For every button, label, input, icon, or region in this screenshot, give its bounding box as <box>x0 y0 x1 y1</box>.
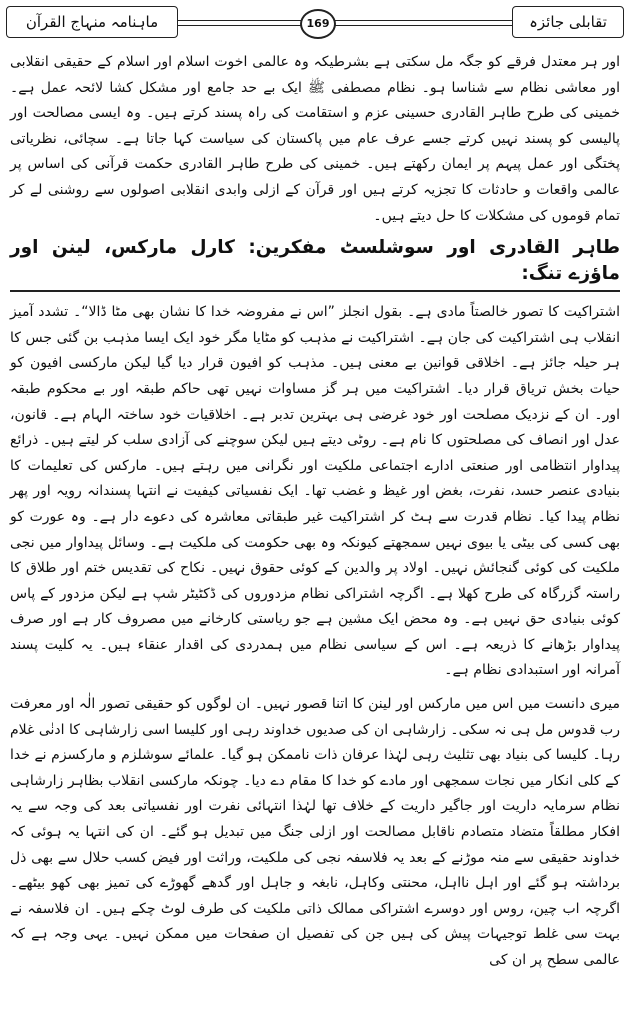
article-body <box>10 50 620 974</box>
page-header <box>6 6 624 40</box>
magazine-title: ماہنامہ منہاج القرآن <box>6 6 178 38</box>
paragraph-2: اشتراکیت کا تصور خالصتاً مادی ہے۔ بقول انجلز ”اس نے مفروضہ خدا کا نشان بھی مٹا ڈالا“۔ تشدد آمیز انقلاب ہی اشتراکیت کی جان ہے۔ اشتراکیت نے مذہب کو مٹایا مگر خود ایک ایسا مذہب بن گئی جس کا ہر حیلہ جائز ہے۔ اخلاقی قوانین بے معنی ہیں۔ مذہب کو افیون قرار دیا گیا لیکن مارکسی افیون کو حیات بخش تریاق قرار دیا۔ اشتراکیت میں ہر گز مساوات نہیں تھی حاکم طبقہ اور بے محکوم طبقہ اور۔ ان کے نزدیک مصلحت اور خود غرضی ہی بہترین تدبر ہے۔ اخلاقیات خود ساختہ الہام ہے۔ قانون، عدل اور انصاف کی مصلحتوں کا نام ہے۔ روٹی دیتے ہیں لیکن سوچنے کی آزادی سلب کر لیتے ہیں۔ ذرائع پیداوار انتظامی اور صنعتی ادارے اجتماعی ملکیت اور نگرانی میں رہتے ہیں۔ مارکس کی تعلیمات کا بنیادی عنصر حسد، نفرت، بغض اور غیظ و غضب تھا۔ ایک نفسیاتی کیفیت نے انتہا پسندانہ رویہ اور پھر نظام پیدا کیا۔ نظام قدرت سے ہٹ کر اشتراکیت غیر طبقاتی معاشرہ کی دعوے دار ہے۔ وہ عورت کو بھی کسی کی بیٹی یا بیوی نہیں سمجھتے کیونکہ وہ بھی حکومت کی ملکیت ہے۔ وسائل پیداوار میں نجی ملکیت کی کوئی گنجائش نہیں۔ اولاد پر والدین کے کوئی حقوق نہیں۔ نکاح کی تقدیس ختم اور طلاق کا راستہ گزرگاہ کی طرح کھلا ہے۔ اگرچہ اشتراکی نظام مزدوروں کی ڈکٹیٹر شپ ہے لیکن مزدور کے پاس کوئی بنیادی حق نہیں ہے۔ وہ محض ایک مشین ہے جو ریاستی کارخانے میں مصروف کار ہے اور صرف پیداوار بڑھانے کا ذریعہ ہے۔ اس کے سیاسی نظام میں ہمدردی کی اقدار عنقاء ہیں۔ یہ کلیت پسند آمرانہ اور استبدادی نظام ہے۔ <box>10 304 620 679</box>
paragraph-3: میری دانست میں اس میں مارکس اور لینن کا اتنا قصور نہیں۔ ان لوگوں کو حقیقی تصور الٰہ اور معرفت رب قدوس مل ہی نہ سکی۔ زارشاہی ان کی صدیوں خداوند رہی اور کلیسا اسی زارشاہی کا ادنٰی غلام رہا۔ کلیسا کی بنیاد بھی تثلیث رہی لہٰذا عرفان ذات ناممکن ہو گیا۔ علمائے سوشلزم و مارکسزم نے خدا کے کلی انکار میں نجات سمجھی اور مادے کو خدا کا مقام دے دیا۔ چونکہ مارکسی انقلاب بظاہر زارشاہی نظام سرمایہ داریت اور جاگیر داریت کے خلاف تھا لہٰذا انتہائی نفرت اور نفسیاتی بعد کی وجہ سے یہ افکار مطلقاً متضاد متصادم ناقابل مصالحت اور ازلی جنگ میں تبدیل ہو گئے۔ ان کی انتہا یہ ہوئی کہ خداوند حقیقی سے منہ موڑنے کے بعد یہ فلاسفہ نجی کی ملکیت، وراثت اور فیض کسب حلال سے بھی ذل برداشتہ ہو گئے اور اہل نااہل، محنتی وکاہل، نابغہ و جاہل اور گدھے گھوڑے کی تمیز بھی کھو بیٹھے۔ اگرچہ اب چین، روس اور دوسرے اشتراکی ممالک ذاتی ملکیت کی طرف لوٹ چکے ہیں۔ ان فلاسفہ نے بہت سی غلط توجیہات پیش کی ہیں جن کی تفصیل ان صفحات میں ممکن نہیں۔ یہی وجہ ہے کہ عالمی سطح پر ان کی <box>10 696 620 968</box>
paragraph-1: اور ہر معتدل فرقے کو جگہ مل سکتی ہے بشرطیکہ وہ عالمی اخوت اسلام اور اسلام کے حقیقی انقلابی اور معاشی نظام سے شناسا ہو۔ نظام مصطفی ﷺ ایک بے حد جامع اور مشکل کشا لائحہ عمل ہے۔ خمینی کی طرح طاہر القادری حسینی عزم و استقامت کی راہ پسند کرتے ہیں۔ وہ ایسی مصالحت اور پالیسی کو پسند نہیں کرتے جسے عرف عام میں پاکستان کی سیاست کہا جاتا ہے۔ سچائی، نظریاتی پختگی اور عمل پیہم پر ایمان رکھتے ہیں۔ خمینی کی طرح طاہر القادری حکمت قرآنی کی اساس پر عالمی واقعات و حادثات کا تجزیہ کرتے ہیں اور قرآن کے ازلی وابدی انقلابی اصولوں سے روشنی لے کر تمام قوموں کی مشکلات کا حل دیتے ہیں۔ <box>10 54 620 224</box>
section-title: تقابلی جائزہ <box>512 6 624 38</box>
page-number: 169 <box>300 9 336 39</box>
section-heading: طاہر القادری اور سوشلسٹ مفکرین: کارل مارکس، لینن اور ماؤزے تنگ: <box>10 235 620 292</box>
